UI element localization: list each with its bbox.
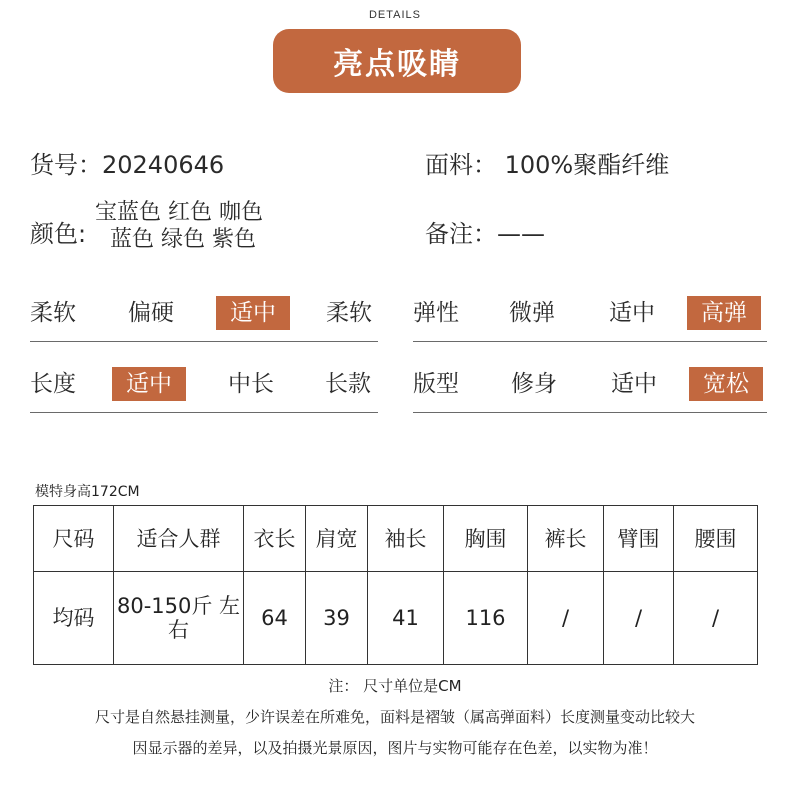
size-header-cell: 衣长 [244, 506, 306, 572]
softness-option: 适中 [216, 296, 290, 330]
fit-option: 修身 [511, 371, 557, 397]
size-cell: 均码 [34, 572, 114, 665]
elasticity-option: 微弹 [509, 300, 555, 326]
item-number: 货号：20240646 [30, 151, 225, 179]
size-cell: 116 [444, 572, 528, 665]
size-header-cell: 臂围 [604, 506, 674, 572]
softness-option: 偏硬 [128, 300, 174, 326]
banner-title: 亮点吸睛 [273, 29, 521, 93]
elasticity-label: 弹性 [413, 300, 459, 326]
length-option: 中长 [228, 371, 274, 397]
measurement-note: 尺寸是自然悬挂测量，少许误差在所难免，面料是褶皱（属高弹面料）长度测量变动比较大 [94, 708, 695, 726]
size-cell: / [528, 572, 604, 665]
details-label: DETAILS [368, 9, 422, 21]
softness-option: 柔软 [326, 300, 372, 326]
softness-label: 柔软 [30, 300, 76, 326]
size-cell: 39 [306, 572, 368, 665]
unit-note: 注： 尺寸单位是CM [328, 677, 462, 695]
model-height-note: 模特身高172CM [35, 484, 140, 500]
fit-option: 宽松 [689, 367, 763, 401]
length-option: 适中 [112, 367, 186, 401]
length-option: 长款 [325, 371, 371, 397]
fit-label: 版型 [413, 371, 459, 397]
size-header-cell: 裤长 [528, 506, 604, 572]
size-header-cell: 袖长 [368, 506, 444, 572]
size-header-cell: 适合人群 [114, 506, 244, 572]
color-label: 颜色: [30, 220, 87, 248]
size-cell: 41 [368, 572, 444, 665]
length-label: 长度 [30, 371, 76, 397]
size-header-cell: 腰围 [674, 506, 758, 572]
size-header-cell: 尺码 [34, 506, 114, 572]
elasticity-option: 高弹 [687, 296, 761, 330]
size-cell: 64 [244, 572, 306, 665]
color-line-2: 蓝色 绿色 紫色 [110, 227, 256, 252]
size-table-row [34, 572, 758, 665]
length-row [30, 367, 378, 413]
elasticity-option: 适中 [609, 300, 655, 326]
softness-row [30, 296, 378, 342]
fit-option: 适中 [611, 371, 657, 397]
size-table-header-row [34, 506, 758, 572]
remark-info: 备注：—— [425, 220, 545, 248]
color-line-1: 宝蓝色 红色 咖色 [95, 200, 263, 225]
size-header-cell: 肩宽 [306, 506, 368, 572]
size-cell: / [604, 572, 674, 665]
fit-row [413, 367, 767, 413]
size-table [33, 505, 758, 665]
color-difference-note: 因显示器的差异，以及拍摄光景原因，图片与实物可能存在色差，以实物为准！ [132, 739, 658, 757]
fabric-info: 面料： 100%聚酯纤维 [425, 151, 670, 179]
elasticity-row [413, 296, 767, 342]
size-cell: / [674, 572, 758, 665]
size-cell: 80-150斤 左右 [114, 572, 244, 665]
size-header-cell: 胸围 [444, 506, 528, 572]
